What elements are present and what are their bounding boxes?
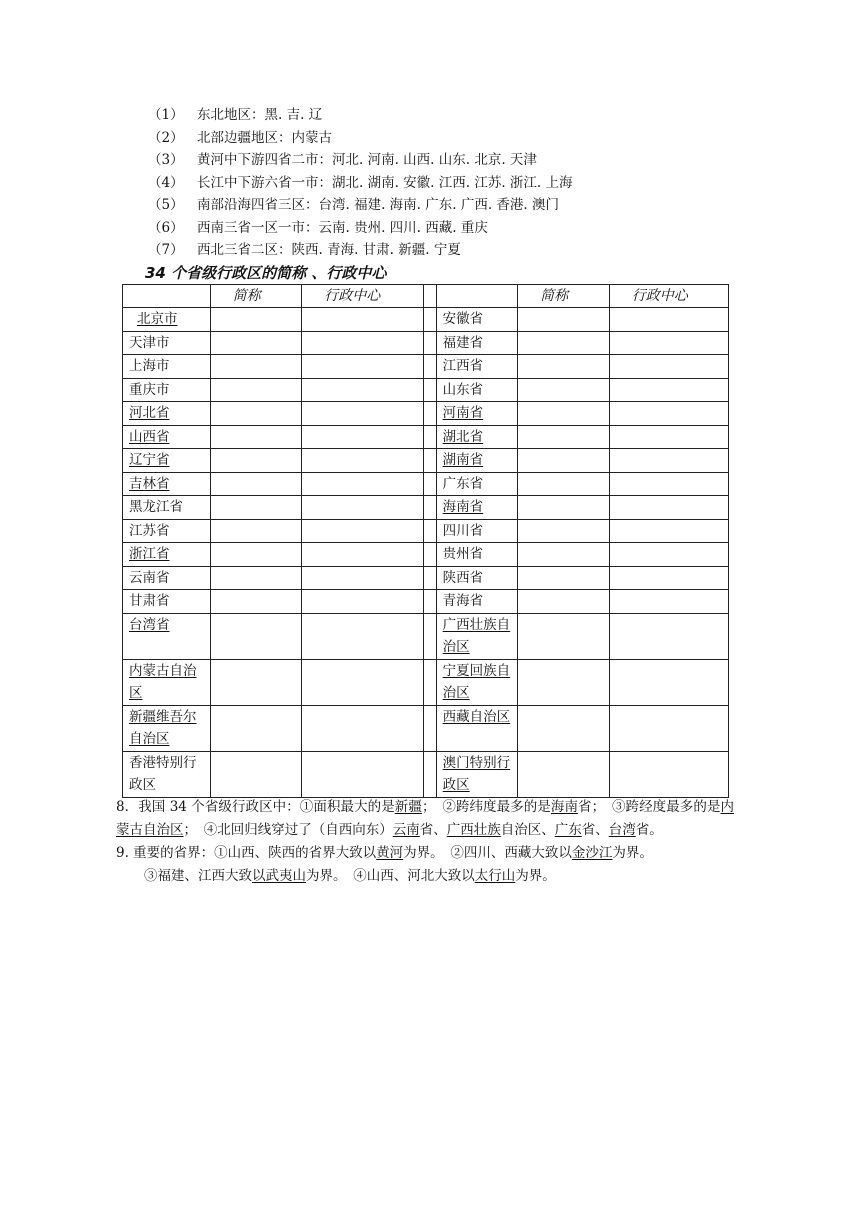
short-cell-left[interactable] xyxy=(210,472,302,496)
province-name: 贵州省 xyxy=(442,546,484,562)
province-name: 青海省 xyxy=(442,593,484,609)
short-cell-right[interactable] xyxy=(518,449,610,473)
capital-cell-left[interactable] xyxy=(302,751,424,797)
province-left xyxy=(123,355,211,379)
short-cell-left[interactable] xyxy=(210,659,302,705)
gap-cell xyxy=(424,590,436,614)
item-text: 黄河中下游四省二市：河北. 河南. 山西. 山东. 北京. 天津 xyxy=(197,152,537,168)
u-province-right xyxy=(436,449,517,473)
province-left xyxy=(123,378,211,402)
short-cell-left[interactable] xyxy=(210,449,302,473)
capital-cell-right[interactable] xyxy=(609,402,728,426)
short-cell-right[interactable] xyxy=(518,355,610,379)
capital-cell-right[interactable] xyxy=(609,613,728,659)
list-item xyxy=(148,149,573,172)
note-text: 为界。 xyxy=(515,868,556,884)
capital-cell-left[interactable] xyxy=(302,496,424,520)
province-right xyxy=(436,355,517,379)
gap-cell xyxy=(424,566,436,590)
capital-cell-left[interactable] xyxy=(302,519,424,543)
province-name: 陕西省 xyxy=(442,569,484,586)
note-text: ③福建、江西大致 xyxy=(144,868,252,884)
gap-cell xyxy=(424,425,436,449)
answer-underlined: 广东 xyxy=(554,822,582,838)
answer-underlined: 广西壮族 xyxy=(446,822,501,838)
province-right xyxy=(436,472,517,496)
short-cell-right[interactable] xyxy=(518,566,610,590)
u-province-left xyxy=(123,659,211,705)
province-right xyxy=(436,308,517,332)
table-row xyxy=(123,519,729,543)
note-9-cont xyxy=(116,865,734,888)
header-cell xyxy=(123,285,211,308)
gap-cell xyxy=(424,659,436,705)
answer-underlined: 以武夷山 xyxy=(252,868,306,884)
capital-cell-right[interactable] xyxy=(609,590,728,614)
note-text: 省； ③跨经度最多的是 xyxy=(578,799,721,815)
table-row xyxy=(123,402,729,426)
table-row xyxy=(123,590,729,614)
gap-cell xyxy=(424,472,436,496)
u-province-right xyxy=(436,402,517,426)
short-cell-left[interactable] xyxy=(210,425,302,449)
province-right xyxy=(436,378,517,402)
province-name: 甘肃省 xyxy=(129,593,170,609)
note-text: 省。 xyxy=(635,822,663,838)
capital-cell-right[interactable] xyxy=(609,659,728,705)
u-province-left xyxy=(123,472,211,496)
province-name: 江苏省 xyxy=(129,522,170,539)
table-row xyxy=(123,425,729,449)
capital-cell-left[interactable] xyxy=(302,355,424,379)
table-row xyxy=(123,613,729,659)
list-item xyxy=(148,194,573,217)
province-name: 上海市 xyxy=(129,358,170,374)
short-cell-right[interactable] xyxy=(518,751,610,797)
capital-cell-left[interactable] xyxy=(302,331,424,355)
province-name: 河北省 xyxy=(129,405,170,421)
item-text: 北部边疆地区：内蒙古 xyxy=(197,129,332,146)
province-left xyxy=(123,566,211,590)
gap-cell xyxy=(424,449,436,473)
item-number: （6） xyxy=(148,219,184,236)
short-cell-right[interactable] xyxy=(518,496,610,520)
province-name: 湖北省 xyxy=(442,428,484,445)
answer-underlined: 新疆 xyxy=(394,799,422,815)
note-text: ； ②跨纬度最多的是 xyxy=(421,799,551,815)
table-body xyxy=(123,308,729,798)
capital-cell-right[interactable] xyxy=(609,751,728,797)
header-short-right: 简称 xyxy=(518,285,610,308)
capital-cell-left[interactable] xyxy=(302,402,424,426)
u-province-right xyxy=(436,659,517,705)
gap-cell xyxy=(424,355,436,379)
province-name: 新疆维吾尔自治区 xyxy=(129,708,197,747)
item-text: 南部沿海四省三区：台湾. 福建. 海南. 广东. 广西. 香港. 澳门 xyxy=(197,197,559,213)
short-cell-left[interactable] xyxy=(210,590,302,614)
item-number: （2） xyxy=(148,129,184,146)
u-province-left xyxy=(123,613,211,659)
note-text: 为界。 ④山西、河北大致以 xyxy=(306,868,475,884)
short-cell-right[interactable] xyxy=(518,308,610,332)
gap-cell xyxy=(424,402,436,426)
answer-underlined: 黄河 xyxy=(376,845,404,861)
short-cell-left[interactable] xyxy=(210,751,302,797)
note-text: 省、 xyxy=(419,822,447,838)
province-left xyxy=(123,519,211,543)
table-row xyxy=(123,659,729,705)
header-short-left: 简称 xyxy=(210,285,302,308)
province-name: 台湾省 xyxy=(129,616,170,633)
item-text: 东北地区：黑. 吉. 辽 xyxy=(197,107,323,123)
capital-cell-right[interactable] xyxy=(609,705,728,751)
capital-cell-right[interactable] xyxy=(609,378,728,402)
short-cell-left[interactable] xyxy=(210,705,302,751)
short-cell-right[interactable] xyxy=(518,472,610,496)
notes xyxy=(116,796,734,888)
table-row xyxy=(123,355,729,379)
short-cell-right[interactable] xyxy=(518,705,610,751)
note-8 xyxy=(116,796,734,842)
province-name: 四川省 xyxy=(442,522,484,539)
short-cell-right[interactable] xyxy=(518,519,610,543)
table-row xyxy=(123,543,729,567)
table-row xyxy=(123,449,729,473)
u-province-right xyxy=(436,613,517,659)
province-table xyxy=(122,284,729,798)
province-name: 广东省 xyxy=(442,475,484,492)
note-text: 8．我国 34 个省级行政区中：①面积最大的是 xyxy=(116,799,395,815)
u-province-left xyxy=(123,308,211,332)
header-gap xyxy=(424,285,436,308)
capital-cell-right[interactable] xyxy=(609,355,728,379)
short-cell-right[interactable] xyxy=(518,331,610,355)
province-name: 澳门特别行政区 xyxy=(442,754,511,793)
short-cell-right[interactable] xyxy=(518,590,610,614)
short-cell-left[interactable] xyxy=(210,378,302,402)
short-cell-right[interactable] xyxy=(518,613,610,659)
header-capital-right: 行政中心 xyxy=(609,285,728,308)
province-right xyxy=(436,331,517,355)
gap-cell xyxy=(424,496,436,520)
region-list xyxy=(148,104,573,262)
item-number: （4） xyxy=(148,174,184,191)
u-province-left xyxy=(123,402,211,426)
answer-underlined: 海南 xyxy=(550,799,579,815)
u-province-left xyxy=(123,705,211,751)
gap-cell xyxy=(424,308,436,332)
table-row xyxy=(123,308,729,332)
gap-cell xyxy=(424,519,436,543)
province-name: 内蒙古自治区 xyxy=(129,662,197,701)
table-row xyxy=(123,705,729,751)
short-cell-right[interactable] xyxy=(518,659,610,705)
province-left xyxy=(123,331,211,355)
answer-underlined: 太行山 xyxy=(474,868,516,884)
gap-cell xyxy=(424,378,436,402)
short-cell-right[interactable] xyxy=(518,425,610,449)
province-left xyxy=(123,590,211,614)
short-cell-left[interactable] xyxy=(210,613,302,659)
item-number: （1） xyxy=(148,107,184,123)
province-right xyxy=(436,519,517,543)
u-province-right xyxy=(436,751,517,797)
short-cell-left[interactable] xyxy=(210,519,302,543)
capital-cell-right[interactable] xyxy=(609,425,728,449)
u-province-left xyxy=(123,449,211,473)
province-name: 河南省 xyxy=(442,405,484,421)
gap-cell xyxy=(424,613,436,659)
table-row xyxy=(123,331,729,355)
u-province-right xyxy=(436,496,517,520)
header-capital-left: 行政中心 xyxy=(302,285,424,308)
item-text: 西北三省二区：陕西. 青海. 甘肃. 新疆. 宁夏 xyxy=(197,242,461,258)
province-right xyxy=(436,543,517,567)
table-row xyxy=(123,496,729,520)
item-text: 西南三省一区一市：云南. 贵州. 四川. 西藏. 重庆 xyxy=(197,219,488,236)
gap-cell xyxy=(424,751,436,797)
capital-cell-left[interactable] xyxy=(302,566,424,590)
answer-underlined: 台湾 xyxy=(608,822,636,838)
province-left xyxy=(123,496,211,520)
province-name: 山西省 xyxy=(129,428,170,445)
province-name: 江西省 xyxy=(442,358,484,374)
list-item xyxy=(148,172,573,195)
gap-cell xyxy=(424,543,436,567)
capital-cell-right[interactable] xyxy=(609,519,728,543)
capital-cell-left[interactable] xyxy=(302,378,424,402)
province-name: 广西壮族自治区 xyxy=(442,616,511,655)
short-cell-left[interactable] xyxy=(210,496,302,520)
short-cell-left[interactable] xyxy=(210,308,302,332)
list-item xyxy=(148,104,573,127)
capital-cell-right[interactable] xyxy=(609,308,728,332)
short-cell-right[interactable] xyxy=(518,402,610,426)
province-name: 天津市 xyxy=(129,334,170,351)
capital-cell-right[interactable] xyxy=(609,331,728,355)
province-name: 湖南省 xyxy=(442,452,484,468)
item-text: 长江中下游六省一市：湖北. 湖南. 安徽. 江西. 江苏. 浙江. 上海 xyxy=(197,174,573,191)
table-row xyxy=(123,566,729,590)
capital-cell-left[interactable] xyxy=(302,543,424,567)
short-cell-left[interactable] xyxy=(210,402,302,426)
short-cell-left[interactable] xyxy=(210,331,302,355)
header-cell xyxy=(436,285,517,308)
capital-cell-left[interactable] xyxy=(302,659,424,705)
province-name: 北京市 xyxy=(137,311,178,327)
province-name: 吉林省 xyxy=(129,475,170,492)
list-item xyxy=(148,239,573,262)
capital-cell-right[interactable] xyxy=(609,496,728,520)
table-row xyxy=(123,378,729,402)
note-text: 9. 重要的省界：①山西、陕西的省界大致以 xyxy=(116,845,377,861)
short-cell-left[interactable] xyxy=(210,566,302,590)
gap-cell xyxy=(424,705,436,751)
note-text: 为界。 ②四川、西藏大致以 xyxy=(403,845,572,861)
capital-cell-right[interactable] xyxy=(609,566,728,590)
province-name: 黑龙江省 xyxy=(129,499,183,515)
province-name: 辽宁省 xyxy=(129,452,170,468)
province-name: 云南省 xyxy=(129,569,170,586)
capital-cell-right[interactable] xyxy=(609,543,728,567)
province-name: 重庆市 xyxy=(129,381,170,398)
capital-cell-right[interactable] xyxy=(609,449,728,473)
short-cell-right[interactable] xyxy=(518,543,610,567)
short-cell-left[interactable] xyxy=(210,543,302,567)
gap-cell xyxy=(424,331,436,355)
province-name: 安徽省 xyxy=(442,311,484,327)
capital-cell-left[interactable] xyxy=(302,449,424,473)
province-name: 福建省 xyxy=(442,334,484,351)
capital-cell-left[interactable] xyxy=(302,308,424,332)
province-name: 宁夏回族自治区 xyxy=(442,662,511,701)
province-name: 海南省 xyxy=(442,499,484,515)
capital-cell-left[interactable] xyxy=(302,590,424,614)
note-text: 自治区、 xyxy=(500,822,555,838)
capital-cell-right[interactable] xyxy=(609,472,728,496)
item-number: （7） xyxy=(148,242,184,258)
table-title: 34 个省级行政区的简称 、行政中心 xyxy=(145,264,387,282)
province-right xyxy=(436,590,517,614)
capital-cell-left[interactable] xyxy=(302,613,424,659)
item-number: （5） xyxy=(148,197,184,213)
answer-underlined: 云南 xyxy=(392,822,420,838)
note-text: 为界。 xyxy=(612,845,653,861)
capital-cell-left[interactable] xyxy=(302,425,424,449)
answer-underlined: 内蒙古自治区 xyxy=(116,799,735,838)
list-item xyxy=(148,217,573,240)
short-cell-right[interactable] xyxy=(518,378,610,402)
capital-cell-left[interactable] xyxy=(302,705,424,751)
u-province-left xyxy=(123,425,211,449)
list-item xyxy=(148,127,573,150)
u-province-left xyxy=(123,543,211,567)
u-province-right xyxy=(436,705,517,751)
note-9 xyxy=(116,842,734,865)
province-name: 山东省 xyxy=(442,381,484,398)
answer-underlined: 金沙江 xyxy=(571,845,613,861)
note-text: ； ④北回归线穿过了（自西向东） xyxy=(183,822,393,838)
capital-cell-left[interactable] xyxy=(302,472,424,496)
province-right xyxy=(436,566,517,590)
province-left xyxy=(123,751,211,797)
short-cell-left[interactable] xyxy=(210,355,302,379)
table-row xyxy=(123,472,729,496)
table-header-row xyxy=(123,285,729,308)
province-name: 浙江省 xyxy=(129,546,170,562)
province-name: 香港特别行政区 xyxy=(129,754,197,793)
table-row xyxy=(123,751,729,797)
u-province-right xyxy=(436,425,517,449)
item-number: （3） xyxy=(148,152,184,168)
province-name: 西藏自治区 xyxy=(442,708,511,725)
note-text: 省、 xyxy=(581,822,609,838)
